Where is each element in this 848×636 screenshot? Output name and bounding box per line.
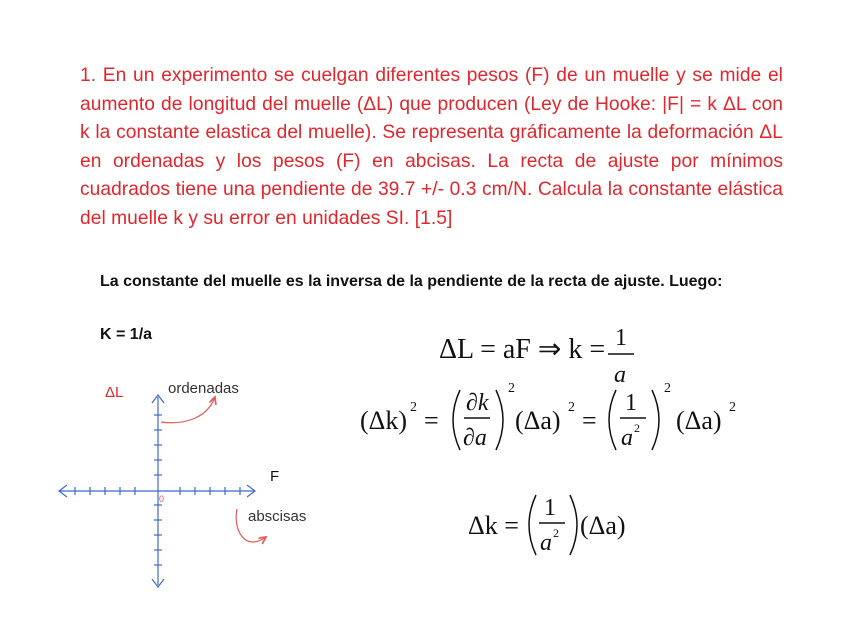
eq2-exp-2: 2: [568, 400, 575, 415]
origin-label: 0: [159, 494, 165, 504]
eq2-one: 1: [625, 390, 637, 416]
eq2-delta-a-1: (Δa): [515, 406, 561, 435]
problem-statement: 1. En un experimento se cuelgan diferentes pesos (F) de un muelle y se mide el aumento de longitud del muelle (ΔL) que producen (Ley de Hooke: |F| = k ΔL con k la constante elastica del muelle). Se representa gráficamente la deformación ΔL en ordenadas y los pesos (F) en abcisas. La recta de ajuste por mínimos cuadrados tiene una pendiente de 39.7 +/- 0.3 cm/N. Calcula la constante elástica del muelle k y su error en unidades SI. [1.5]: [80, 65, 783, 229]
eq2-lhs-exp: 2: [410, 400, 417, 415]
eq1-lhs: ΔL = aF ⇒ k =: [439, 334, 606, 365]
delta-l-label: ΔL: [105, 384, 124, 401]
answer-intro: La constante del muelle es la inversa de la pendiente de la recta de ajuste. Luego:: [100, 273, 723, 290]
eq2-equals-2: =: [582, 406, 597, 435]
eq2-delta-a-2: (Δa): [676, 406, 722, 435]
eq3-one: 1: [544, 495, 556, 521]
eq3-paren-left: [529, 495, 536, 555]
equation-3: [468, 495, 626, 556]
eq3-lhs: Δk =: [468, 511, 519, 540]
eq1-denominator: a: [614, 362, 626, 388]
eq3-paren-right: [570, 495, 577, 555]
axes-diagram: [55, 375, 345, 600]
ordenadas-label: ordenadas: [168, 380, 239, 397]
eq2-paren-right-1: [496, 390, 503, 450]
f-label: F: [270, 468, 280, 485]
eq2-exp-4: 2: [729, 400, 736, 415]
eq3-a-sq-exp: 2: [553, 526, 559, 540]
eq2-partial-den: ∂a: [463, 425, 487, 451]
eq2-exp-1: 2: [508, 381, 515, 396]
eq2-a-sq-base: a: [621, 425, 633, 451]
eq2-exp-3: 2: [664, 381, 671, 396]
eq2-paren-right-2: [652, 390, 659, 450]
x-axis: [59, 485, 255, 497]
eq3-delta-a: (Δa): [580, 511, 626, 540]
eq2-paren-left-2: [609, 390, 616, 450]
eq2-partial-num: ∂k: [466, 390, 489, 416]
abscisas-label: abscisas: [248, 508, 307, 525]
eq2-paren-left-1: [453, 390, 460, 450]
ordenadas-arrow: [161, 397, 215, 423]
eq2-equals-1: =: [424, 406, 439, 435]
k-definition: K = 1/a: [100, 326, 153, 343]
equation-2: [360, 381, 736, 451]
eq3-a-sq-base: a: [540, 530, 552, 556]
equations-block: [350, 310, 810, 590]
eq2-a-sq-exp: 2: [634, 421, 640, 435]
equation-1: [439, 325, 634, 388]
eq2-lhs: (Δk): [360, 406, 408, 435]
eq1-numerator: 1: [615, 325, 627, 351]
